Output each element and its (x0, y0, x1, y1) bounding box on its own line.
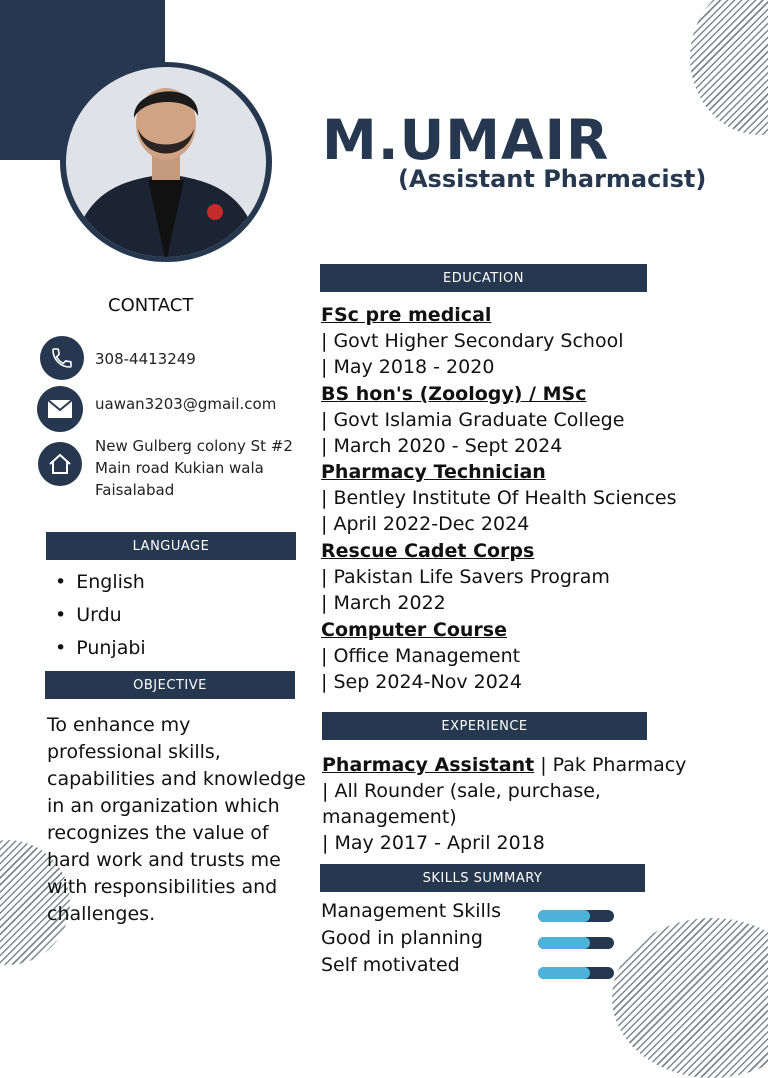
skill-bar-fill (538, 937, 590, 949)
language-item: • Urdu (55, 599, 146, 632)
profile-photo (60, 62, 272, 262)
education-entry (321, 381, 624, 459)
experience-heading: EXPERIENCE (322, 712, 647, 740)
objective-text: To enhance my professional skills, capabilities and knowledge in an organization which recognizes the value of hard work and trusts me with responsibilities and challenges. (47, 714, 306, 925)
education-entry (321, 459, 677, 537)
address-line: Faisalabad (95, 481, 175, 499)
skill-bar (538, 937, 614, 949)
language-heading: LANGUAGE (46, 532, 296, 560)
skill-bar-fill (538, 910, 590, 922)
skill-name: Good in planning (321, 927, 483, 949)
experience-entry (322, 752, 702, 856)
language-list (55, 566, 146, 665)
education-title: Computer Course (321, 619, 507, 641)
experience-title: Pharmacy Assistant (322, 754, 535, 776)
skill-name: Management Skills (321, 900, 501, 922)
candidate-role: (Assistant Pharmacist) (398, 165, 707, 193)
education-title: BS hon's (Zoology) / MSc (321, 383, 587, 405)
phone-icon (40, 336, 84, 380)
education-period: | April 2022-Dec 2024 (321, 513, 530, 535)
contact-email: uawan3203@gmail.com (95, 395, 277, 413)
skill-bar-fill (538, 967, 590, 979)
bottom-right-hatch-circle (612, 918, 768, 1078)
home-icon (38, 442, 82, 486)
education-title: Rescue Cadet Corps (321, 540, 535, 562)
experience-detail: | All Rounder (sale, purchase, (322, 780, 601, 802)
skill-bar (538, 910, 614, 922)
contact-heading: CONTACT (108, 295, 194, 316)
education-institution: | Office Management (321, 645, 521, 667)
contact-address (95, 435, 293, 501)
education-period: | March 2020 - Sept 2024 (321, 435, 563, 457)
address-line: New Gulberg colony St #2 (95, 437, 293, 455)
email-icon (37, 386, 83, 432)
education-period: | Sep 2024-Nov 2024 (321, 671, 522, 693)
skill-bar (538, 967, 614, 979)
skills-heading: SKILLS SUMMARY (320, 864, 645, 892)
experience-period: | May 2017 - April 2018 (322, 832, 545, 854)
education-institution: | Govt Higher Secondary School (321, 330, 624, 352)
education-institution: | Bentley Institute Of Health Sciences (321, 487, 677, 509)
language-item: • English (55, 566, 146, 599)
contact-phone: 308-4413249 (95, 350, 196, 368)
education-institution: | Pakistan Life Savers Program (321, 566, 610, 588)
education-heading: EDUCATION (320, 264, 647, 292)
candidate-name: M.UMAIR (322, 108, 610, 172)
education-institution: | Govt Islamia Graduate College (321, 409, 625, 431)
top-right-hatch-circle (690, 0, 768, 135)
experience-employer: | Pak Pharmacy (534, 754, 687, 776)
language-item: • Punjabi (55, 632, 146, 665)
education-title: Pharmacy Technician (321, 461, 546, 483)
address-line: Main road Kukian wala (95, 459, 264, 477)
education-entry (321, 538, 610, 616)
education-title: FSc pre medical (321, 304, 492, 326)
education-period: | May 2018 - 2020 (321, 356, 495, 378)
education-entry (321, 617, 522, 695)
objective-heading: OBJECTIVE (45, 671, 295, 699)
skill-name: Self motivated (321, 954, 460, 976)
education-period: | March 2022 (321, 592, 446, 614)
experience-detail: management) (322, 806, 457, 828)
education-entry (321, 302, 623, 380)
